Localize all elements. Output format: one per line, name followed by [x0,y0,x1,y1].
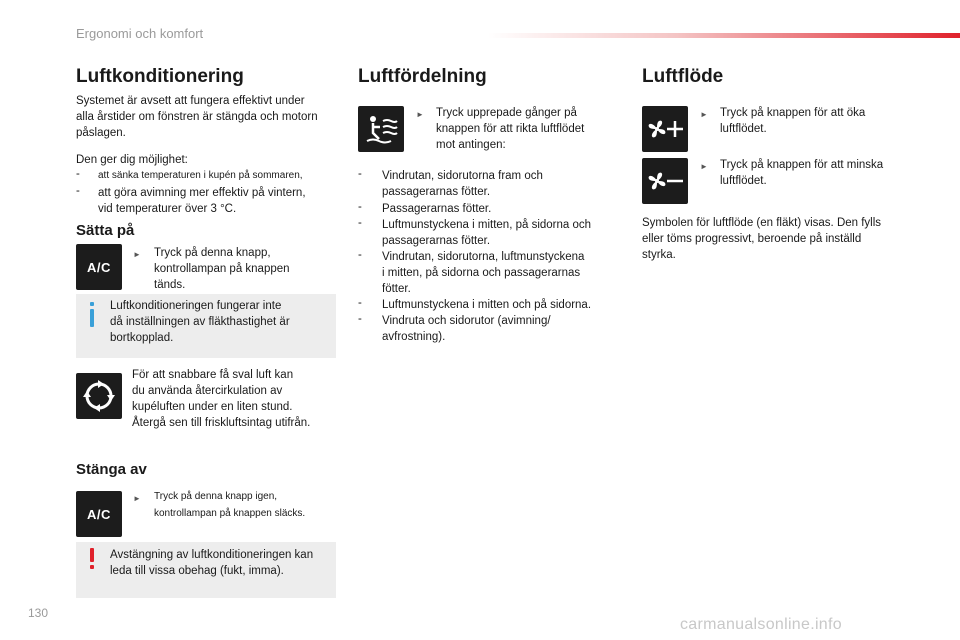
option-4-line-1: Vindrutan, sidorutorna, luftmunstyckena [382,251,585,263]
info-note-line-2: då inställningen av fläkthastighet är [110,316,290,328]
distribution-step-line-1: Tryck upprepade gånger på [436,107,577,119]
possibility-1: att sänka temperaturen i kupén på sommaren, [98,170,303,181]
ac-button-icon [76,244,122,290]
watermark: carmanualsonline.info [680,616,842,633]
dash-bullet: - [76,185,80,197]
dash-bullet: - [358,313,362,325]
option-2-line-1: Passagerarnas fötter. [382,203,492,215]
decrease-step-line-2: luftflödet. [720,175,767,187]
dash-bullet: - [358,201,362,213]
ac-label: A/C [87,259,111,275]
possibility-2-line-1: att göra avimning mer effektiv på vintern, [98,187,306,199]
option-4-line-3: fötter. [382,283,411,295]
header-accent-bar [488,33,960,38]
ac-label: A/C [87,506,111,522]
air-distribution-icon [358,106,404,152]
option-1-line-1: Vindrutan, sidorutorna fram och [382,170,543,182]
heading-luftflode: Luftflöde [642,66,724,87]
increase-step-line-2: luftflödet. [720,123,767,135]
option-3-line-2: passagerarnas fötter. [382,235,491,247]
ac-button-icon-off [76,491,122,537]
turn-on-step-line-3: tänds. [154,279,186,291]
warning-note-line-2: leda till vissa obehag (fukt, imma). [110,565,284,577]
turn-off-step-line-2: kontrollampan på knappen släcks. [154,508,306,519]
warning-icon-dot [90,565,94,569]
recirc-line-4: Återgå sen till friskluftsintag utifrån. [132,417,311,429]
intro-line-1: Systemet är avsett att fungera effektivt under [76,95,305,107]
turn-on-step-line-1: Tryck på denna knapp, [154,247,271,259]
possibility-lead: Den ger dig möjlighet: [76,154,188,166]
option-4-line-2: i mitten, på sidorna och passagerarnas [382,267,581,279]
distribution-step-line-2: knappen för att rikta luftflödet [436,123,585,135]
bullet-arrow-icon: ► [133,494,141,503]
fan-decrease-icon [642,158,688,204]
recirculation-icon [76,373,122,419]
turn-off-step-line-1: Tryck på denna knapp igen, [154,491,278,502]
dash-bullet: - [358,249,362,261]
info-icon-dot [90,302,94,306]
bullet-arrow-icon: ► [700,162,708,171]
turn-on-step-line-2: kontrollampan på knappen [154,263,290,275]
warning-note-line-1: Avstängning av luftkonditioneringen kan [110,549,314,561]
dash-bullet: - [358,168,362,180]
option-6-line-2: avfrostning). [382,331,446,343]
fan-increase-icon [642,106,688,152]
option-5-line-1: Luftmunstyckena i mitten och på sidorna. [382,299,592,311]
info-note-line-1: Luftkonditioneringen fungerar inte [110,300,282,312]
option-3-line-1: Luftmunstyckena i mitten, på sidorna och [382,219,592,231]
bullet-arrow-icon: ► [700,110,708,119]
page-number: 130 [28,606,49,620]
possibility-2-line-2: vid temperaturer över 3 °C. [98,203,237,215]
recirc-line-1: För att snabbare få sval luft kan [132,369,294,381]
warning-note-box [76,542,336,598]
decrease-step-line-1: Tryck på knappen för att minska [720,159,884,171]
increase-step-line-1: Tryck på knappen för att öka [720,107,866,119]
info-note-line-3: bortkopplad. [110,332,174,344]
heading-luftfordelning: Luftfördelning [358,66,487,87]
intro-line-2: alla årstider om fönstren är stängda och motorn [76,111,318,123]
symbol-text-line-3: styrka. [642,249,676,261]
info-icon [90,309,94,327]
option-1-line-2: passagerarnas fötter. [382,186,491,198]
dash-bullet: - [358,217,362,229]
section-header: Ergonomi och komfort [76,26,204,41]
recirc-line-2: du använda återcirkulation av [132,385,283,397]
option-6-line-1: Vindruta och sidorutor (avimning/ [382,315,551,327]
dash-bullet: - [76,168,80,180]
dash-bullet: - [358,297,362,309]
intro-line-3: påslagen. [76,127,126,139]
distribution-step-line-3: mot antingen: [436,139,506,151]
recirc-line-3: kupéluften under en liten stund. [132,401,293,413]
heading-stanga-av: Stänga av [76,461,147,478]
symbol-text-line-1: Symbolen för luftflöde (en fläkt) visas. Den fylls [642,217,882,229]
heading-satta-pa: Sätta på [76,222,135,239]
bullet-arrow-icon: ► [133,250,141,259]
info-note-box [76,294,336,358]
warning-icon [90,548,94,562]
bullet-arrow-icon: ► [416,110,424,119]
heading-luftkonditionering: Luftkonditionering [76,66,244,87]
symbol-text-line-2: eller töms progressivt, beroende på inställd [642,233,862,245]
